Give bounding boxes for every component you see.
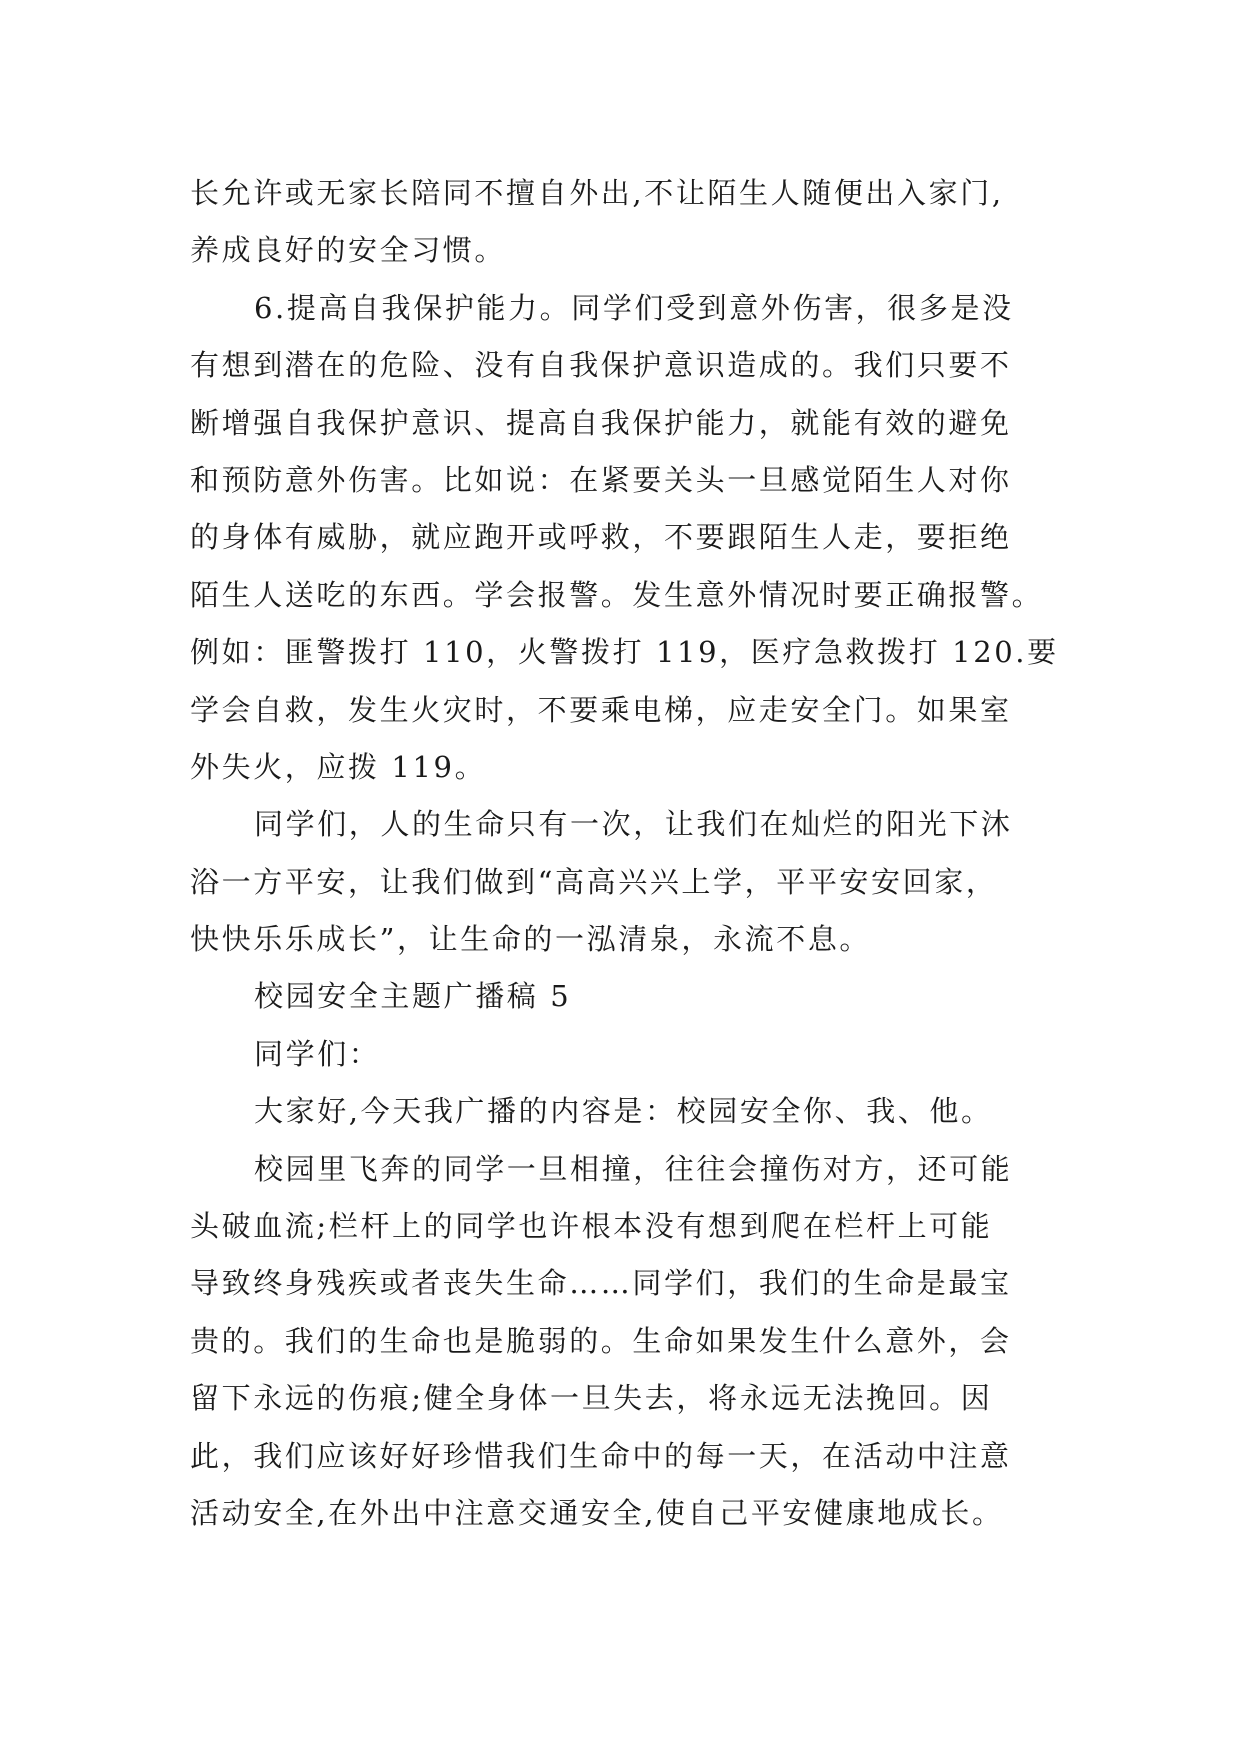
- heading-line: 校园安全主题广播稿 5: [254, 979, 572, 1014]
- text-line: 同学们，人的生命只有一次，让我们在灿烂的阳光下沐: [254, 807, 1013, 842]
- text-line: 浴一方平安，让我们做到“高高兴兴上学，平平安安回家，: [190, 864, 998, 899]
- text-line: 有想到潜在的危险、没有自我保护意识造成的。我们只要不: [190, 348, 1012, 383]
- text-line: 6.提高自我保护能力。同学们受到意外伤害，很多是没: [254, 290, 1014, 325]
- greeting: [190, 1026, 1090, 1083]
- text-line: 此，我们应该好好珍惜我们生命中的每一天，在活动中注意: [190, 1438, 1012, 1473]
- text-line: 学会自救，发生火灾时，不要乘电梯，应走安全门。如果室: [190, 692, 1012, 727]
- text-line: 长允许或无家长陪同不擅自外出,不让陌生人随便出入家门,: [190, 176, 1004, 210]
- section-heading: [190, 968, 1090, 1025]
- paragraph-continuation: [190, 165, 1090, 280]
- document-body: [190, 165, 1090, 1542]
- paragraph-intro: [190, 1083, 1090, 1140]
- text-line: 导致终身残疾或者丧失生命……同学们，我们的生命是最宝: [190, 1266, 1012, 1301]
- text-line: 的身体有威胁，就应跑开或呼救，不要跟陌生人走，要拒绝: [190, 520, 1012, 555]
- text-line: 快快乐乐成长”，让生命的一泓清泉，永流不息。: [190, 922, 872, 957]
- text-line: 头破血流;栏杆上的同学也许根本没有想到爬在栏杆上可能: [190, 1209, 993, 1244]
- text-line: 校园里飞奔的同学一旦相撞，往往会撞伤对方，还可能: [254, 1151, 1013, 1186]
- text-line: 断增强自我保护意识、提高自我保护能力，就能有效的避免: [190, 405, 1012, 440]
- text-line: 陌生人送吃的东西。学会报警。发生意外情况时要正确报警。: [190, 577, 1044, 612]
- paragraph-campus-safety: [190, 1141, 1090, 1543]
- text-line: 同学们：: [254, 1036, 381, 1071]
- text-line: 大家好,今天我广播的内容是：校园安全你、我、他。: [254, 1094, 993, 1129]
- text-line: 外失火，应拨 119。: [190, 749, 487, 784]
- text-line: 贵的。我们的生命也是脆弱的。生命如果发生什么意外，会: [190, 1323, 1012, 1358]
- text-line: 留下永远的伤痕;健全身体一旦失去，将永远无法挽回。因: [190, 1381, 993, 1416]
- paragraph-self-protection: [190, 280, 1090, 797]
- text-line: 活动安全,在外出中注意交通安全,使自己平安健康地成长。: [190, 1495, 1004, 1530]
- text-line: 和预防意外伤害。比如说：在紧要关头一旦感觉陌生人对你: [190, 462, 1012, 497]
- text-line: 例如：匪警拨打 110，火警拨打 119，医疗急救拨打 120.要: [190, 635, 1059, 670]
- paragraph-conclusion: [190, 796, 1090, 968]
- text-line: 养成良好的安全习惯。: [190, 233, 507, 268]
